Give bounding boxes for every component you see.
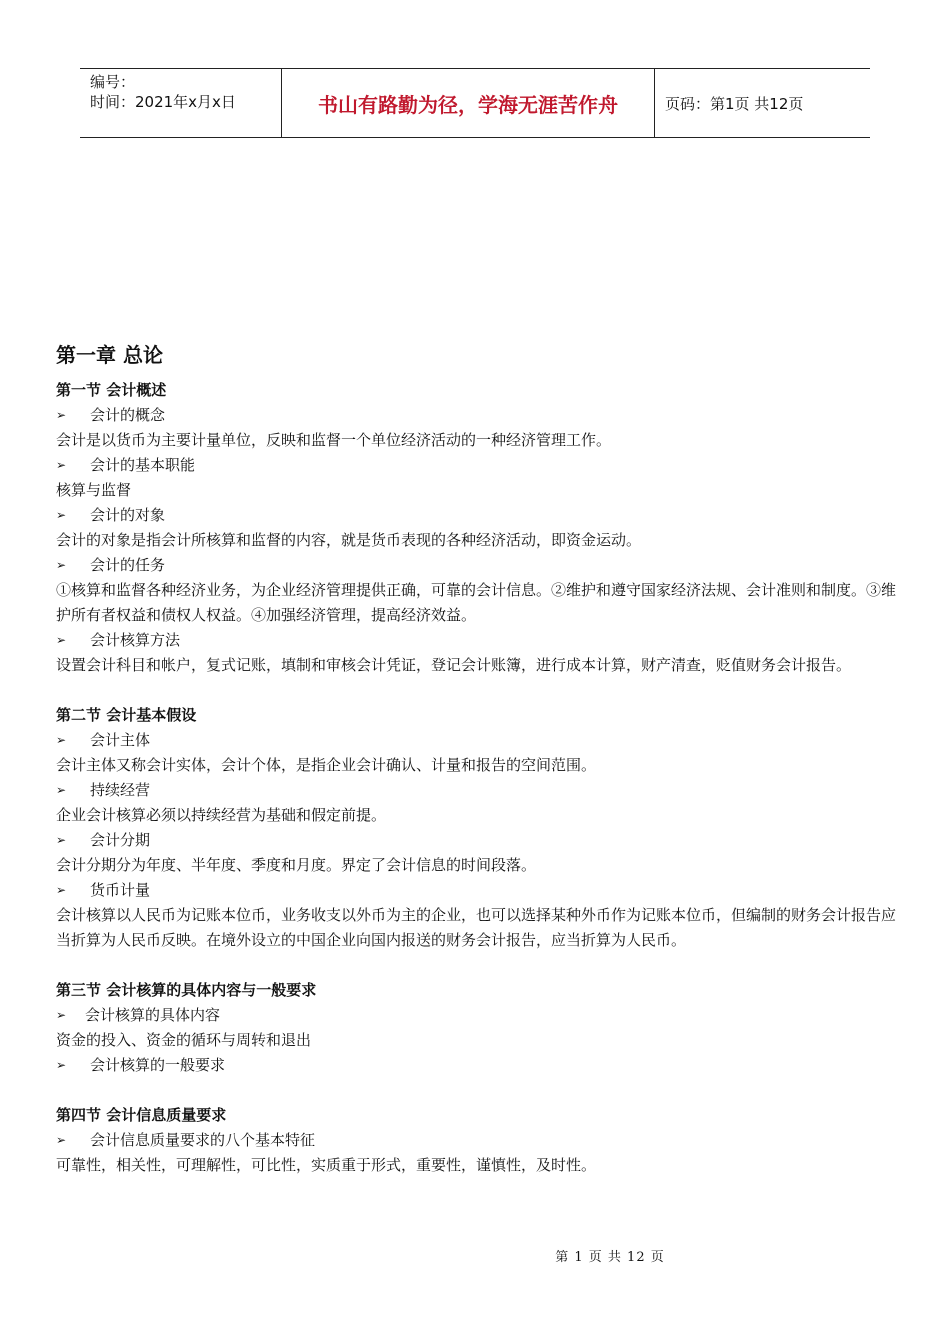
bullet-label: 会计核算的具体内容	[85, 1006, 221, 1024]
chapter-title: 第一章 总论	[56, 343, 163, 367]
paragraph: 会计主体又称会计实体，会计个体，是指企业会计确认、计量和报告的空间范围。	[56, 756, 597, 774]
bullet-label: 会计主体	[90, 731, 151, 749]
bullet-item	[56, 403, 896, 428]
document-body	[56, 340, 896, 1178]
bullet-label: 货币计量	[90, 881, 151, 899]
arrow-bullet-icon: ➢	[56, 1133, 67, 1147]
bullet-item	[56, 553, 896, 578]
paragraph: 会计核算以人民币为记账本位币，业务收支以外币为主的企业，也可以选择某种外币作为记账本位币，但编制的财务会计报告应当折算为人民币反映。在境外设立的中国企业向国内报送的财务会计报告，应当折算为人民币。	[56, 906, 897, 949]
header-meta	[80, 69, 281, 137]
paragraph: 企业会计核算必须以持续经营为基础和假定前提。	[56, 806, 387, 824]
arrow-bullet-icon: ➢	[56, 833, 67, 847]
section-title: 第一节 会计概述	[56, 381, 167, 399]
bullet-label: 会计核算方法	[90, 631, 181, 649]
arrow-bullet-icon: ➢	[56, 1008, 67, 1022]
arrow-bullet-icon: ➢	[56, 633, 67, 647]
section-title: 第三节 会计核算的具体内容与一般要求	[56, 981, 317, 999]
paragraph: ①核算和监督各种经济业务，为企业经济管理提供正确，可靠的会计信息。②维护和遵守国家经济法规、会计准则和制度。③维护所有者权益和债权人权益。④加强经济管理，提高经济效益。	[56, 581, 897, 624]
section-title: 第四节 会计信息质量要求	[56, 1106, 227, 1124]
bullet-label: 会计信息质量要求的八个基本特征	[90, 1131, 316, 1149]
section-title: 第二节 会计基本假设	[56, 706, 197, 724]
arrow-bullet-icon: ➢	[56, 883, 67, 897]
paragraph: 核算与监督	[56, 481, 132, 499]
bullet-label: 会计分期	[90, 831, 151, 849]
arrow-bullet-icon: ➢	[56, 508, 67, 522]
bullet-item	[56, 778, 896, 803]
bullet-label: 会计的基本职能	[90, 456, 196, 474]
bullet-label: 会计的概念	[90, 406, 166, 424]
arrow-bullet-icon: ➢	[56, 733, 67, 747]
paragraph: 会计分期分为年度、半年度、季度和月度。界定了会计信息的时间段落。	[56, 856, 537, 874]
arrow-bullet-icon: ➢	[56, 458, 67, 472]
paragraph: 会计是以货币为主要计量单位，反映和监督一个单位经济活动的一种经济管理工作。	[56, 431, 612, 449]
bullet-item	[56, 728, 896, 753]
paragraph: 可靠性，相关性，可理解性，可比性，实质重于形式，重要性，谨慎性，及时性。	[56, 1156, 597, 1174]
bullet-item	[56, 1128, 896, 1153]
header-page-label: 页码：第1页 共12页	[665, 94, 804, 113]
paragraph: 会计的对象是指会计所核算和监督的内容，就是货币表现的各种经济活动，即资金运动。	[56, 531, 642, 549]
bullet-item	[56, 453, 896, 478]
bullet-item	[56, 1003, 896, 1028]
bullet-label: 会计核算的一般要求	[90, 1056, 226, 1074]
arrow-bullet-icon: ➢	[56, 1058, 67, 1072]
paragraph: 资金的投入、资金的循环与周转和退出	[56, 1031, 312, 1049]
arrow-bullet-icon: ➢	[56, 558, 67, 572]
arrow-bullet-icon: ➢	[56, 783, 67, 797]
bullet-item	[56, 828, 896, 853]
document-header	[80, 68, 870, 138]
bullet-label: 会计的对象	[90, 506, 166, 524]
bullet-item	[56, 878, 896, 903]
number-label: 编号：	[90, 73, 136, 91]
page-footer: 第 1 页 共 12 页	[555, 1250, 665, 1265]
header-motto: 书山有路勤为径，学海无涯苦作舟	[281, 69, 655, 137]
bullet-item	[56, 628, 896, 653]
date-label: 时间：2021年x月x日	[90, 93, 236, 111]
bullet-label: 持续经营	[90, 781, 151, 799]
bullet-item	[56, 503, 896, 528]
bullet-item	[56, 1053, 896, 1078]
bullet-label: 会计的任务	[90, 556, 166, 574]
paragraph: 设置会计科目和帐户，复式记账，填制和审核会计凭证，登记会计账簿，进行成本计算，财产清查，贬值财务会计报告。	[56, 656, 852, 674]
arrow-bullet-icon: ➢	[56, 408, 67, 422]
